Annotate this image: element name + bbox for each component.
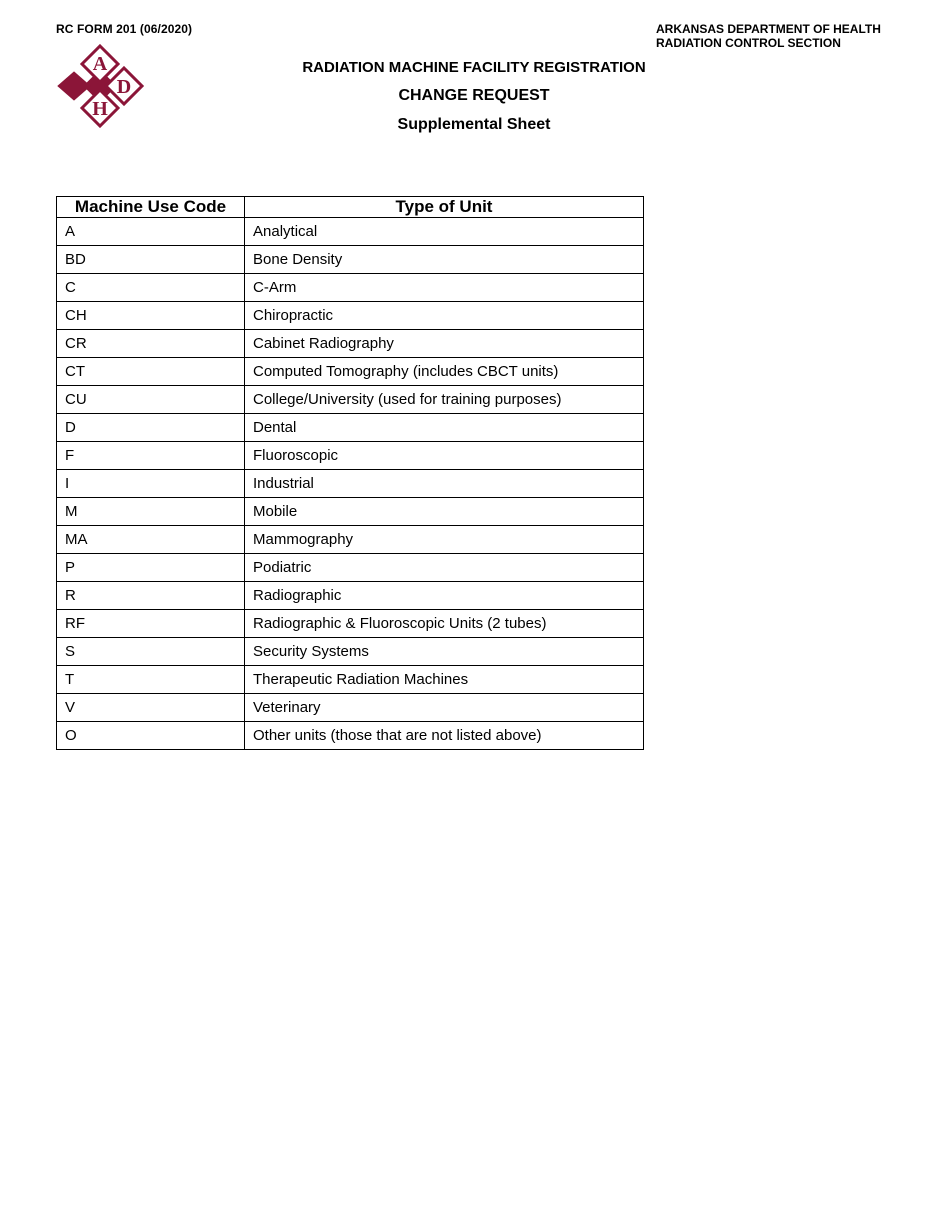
- machine-use-code-cell: CT: [57, 358, 245, 386]
- type-of-unit-cell: Mammography: [245, 526, 644, 554]
- machine-use-code-cell: V: [57, 694, 245, 722]
- machine-use-code-table: [56, 196, 644, 750]
- machine-use-code-cell: F: [57, 442, 245, 470]
- machine-use-code-cell: T: [57, 666, 245, 694]
- table-row: [57, 246, 644, 274]
- machine-use-code-cell: CH: [57, 302, 245, 330]
- table-row: [57, 386, 644, 414]
- agency-name: ARKANSAS DEPARTMENT OF HEALTH: [656, 22, 881, 36]
- type-of-unit-cell: Analytical: [245, 218, 644, 246]
- type-of-unit-cell: Therapeutic Radiation Machines: [245, 666, 644, 694]
- machine-use-code-cell: CU: [57, 386, 245, 414]
- table-row: [57, 442, 644, 470]
- machine-use-code-cell: M: [57, 498, 245, 526]
- type-of-unit-cell: Podiatric: [245, 554, 644, 582]
- table-row: [57, 694, 644, 722]
- machine-use-code-cell: RF: [57, 610, 245, 638]
- type-of-unit-cell: Veterinary: [245, 694, 644, 722]
- logo-letter-a: A: [92, 53, 108, 75]
- page-title: RADIATION MACHINE FACILITY REGISTRATION: [302, 59, 646, 76]
- table-row: [57, 666, 644, 694]
- table-row: [57, 330, 644, 358]
- table-row: [57, 722, 644, 750]
- table-row: [57, 414, 644, 442]
- type-of-unit-cell: College/University (used for training purposes): [245, 386, 644, 414]
- machine-use-code-cell: P: [57, 554, 245, 582]
- machine-use-code-cell: A: [57, 218, 245, 246]
- table-row: [57, 638, 644, 666]
- table-header-row: [57, 197, 644, 218]
- table-row: [57, 358, 644, 386]
- machine-use-code-cell: CR: [57, 330, 245, 358]
- type-of-unit-cell: C-Arm: [245, 274, 644, 302]
- table-row: [57, 498, 644, 526]
- machine-use-code-cell: R: [57, 582, 245, 610]
- type-of-unit-cell: Fluoroscopic: [245, 442, 644, 470]
- machine-use-code-cell: I: [57, 470, 245, 498]
- table-row: [57, 554, 644, 582]
- type-of-unit-cell: Cabinet Radiography: [245, 330, 644, 358]
- adh-logo-icon: [56, 44, 144, 128]
- logo-left-diamond: [58, 72, 90, 100]
- type-of-unit-cell: Chiropractic: [245, 302, 644, 330]
- machine-use-code-cell: MA: [57, 526, 245, 554]
- type-of-unit-cell: Mobile: [245, 498, 644, 526]
- type-of-unit-cell: Industrial: [245, 470, 644, 498]
- machine-use-code-cell: S: [57, 638, 245, 666]
- table-row: [57, 274, 644, 302]
- table-row: [57, 582, 644, 610]
- form-id: RC FORM 201 (06/2020): [56, 22, 193, 36]
- table-row: [57, 302, 644, 330]
- type-of-unit-cell: Security Systems: [245, 638, 644, 666]
- agency-block: [656, 22, 881, 50]
- header-machine-use-code: Machine Use Code: [57, 197, 245, 218]
- type-of-unit-cell: Radiographic: [245, 582, 644, 610]
- logo-letter-d: D: [116, 76, 132, 98]
- type-of-unit-cell: Radiographic & Fluoroscopic Units (2 tubes): [245, 610, 644, 638]
- page-subtitle: CHANGE REQUEST: [398, 87, 550, 104]
- agency-section: RADIATION CONTROL SECTION: [656, 36, 841, 50]
- machine-use-code-cell: D: [57, 414, 245, 442]
- type-of-unit-cell: Computed Tomography (includes CBCT units): [245, 358, 644, 386]
- table-row: [57, 526, 644, 554]
- table-row: [57, 470, 644, 498]
- table-row: [57, 610, 644, 638]
- type-of-unit-cell: Dental: [245, 414, 644, 442]
- type-of-unit-cell: Bone Density: [245, 246, 644, 274]
- type-of-unit-cell: Other units (those that are not listed above): [245, 722, 644, 750]
- machine-use-code-cell: O: [57, 722, 245, 750]
- table-row: [57, 218, 644, 246]
- machine-use-code-cell: C: [57, 274, 245, 302]
- header-type-of-unit: Type of Unit: [245, 197, 644, 218]
- machine-use-code-cell: BD: [57, 246, 245, 274]
- title-block: [284, 58, 664, 135]
- logo-letter-h: H: [92, 98, 108, 120]
- sheet-label: Supplemental Sheet: [397, 116, 551, 133]
